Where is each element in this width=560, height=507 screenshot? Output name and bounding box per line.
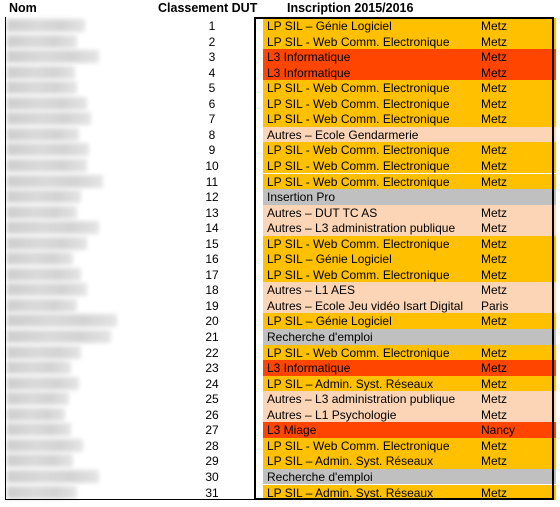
name-cell-redacted xyxy=(7,392,69,405)
table-header xyxy=(0,0,560,18)
city-label: Metz xyxy=(481,174,508,189)
name-cell-redacted xyxy=(7,190,81,203)
rank-cell: 23 xyxy=(205,361,219,376)
rank-cell: 8 xyxy=(208,127,216,142)
program-label: L3 Informatique xyxy=(267,50,351,65)
city-label: Metz xyxy=(481,314,508,329)
inscription-cell xyxy=(263,80,556,96)
rank-cell: 26 xyxy=(205,407,219,422)
rank-cell: 7 xyxy=(208,112,216,127)
name-cell-redacted xyxy=(7,439,83,452)
table-row xyxy=(7,298,556,314)
inscription-cell xyxy=(263,111,556,127)
city-label: Metz xyxy=(481,205,508,220)
table-row xyxy=(7,485,556,501)
city-label: Metz xyxy=(481,345,508,360)
name-cell-redacted xyxy=(7,128,79,141)
rank-cell: 3 xyxy=(208,50,216,65)
city-label: Metz xyxy=(481,236,508,251)
inscription-cell xyxy=(263,282,556,298)
name-cell-redacted xyxy=(7,283,87,296)
table-row xyxy=(7,251,556,267)
rank-cell: 5 xyxy=(208,81,216,96)
program-label: LP SIL - Web Comm. Electronique xyxy=(267,96,450,111)
program-label: LP SIL – Admin. Syst. Réseaux xyxy=(267,485,434,500)
inscription-cell xyxy=(263,158,556,174)
program-label: LP SIL - Web Comm. Electronique xyxy=(267,34,450,49)
city-label: Metz xyxy=(481,96,508,111)
rank-cell: 21 xyxy=(205,330,219,344)
inscription-cell xyxy=(263,236,556,252)
table-row xyxy=(7,34,556,50)
inscription-cell xyxy=(263,313,556,329)
name-cell-redacted xyxy=(7,299,77,312)
table-row xyxy=(7,236,556,252)
rank-cell: 13 xyxy=(205,205,219,220)
city-label: Metz xyxy=(481,454,508,469)
table-row xyxy=(7,142,556,158)
name-cell-redacted xyxy=(7,175,103,188)
rank-cell: 19 xyxy=(205,298,219,313)
name-cell-redacted xyxy=(7,206,77,219)
inscription-cell xyxy=(263,345,556,361)
rank-cell: 31 xyxy=(205,485,219,500)
name-cell-redacted xyxy=(7,454,73,467)
rank-cell: 28 xyxy=(205,438,219,453)
city-label: Metz xyxy=(481,50,508,65)
city-label: Metz xyxy=(481,407,508,422)
table-left-border xyxy=(5,17,7,500)
program-label: LP SIL - Web Comm. Electronique xyxy=(267,236,450,251)
name-cell-redacted xyxy=(7,361,71,374)
inscription-cell xyxy=(263,142,556,158)
name-cell-redacted xyxy=(7,268,81,281)
name-cell-redacted xyxy=(7,81,77,94)
city-label: Nancy xyxy=(481,423,516,438)
name-cell-redacted xyxy=(7,19,85,32)
name-cell-redacted xyxy=(7,97,87,110)
inscription-cell xyxy=(263,220,556,236)
inscription-cell xyxy=(263,49,556,65)
rank-cell: 16 xyxy=(205,252,219,267)
table-row xyxy=(7,391,556,407)
name-cell-redacted xyxy=(7,143,89,156)
rank-cell: 4 xyxy=(208,65,216,80)
name-cell-redacted xyxy=(7,423,71,436)
name-cell-redacted xyxy=(7,66,75,79)
inscription-cell xyxy=(263,376,556,392)
rank-cell: 24 xyxy=(205,376,219,391)
rank-cell: 11 xyxy=(205,174,219,189)
name-cell-redacted xyxy=(7,159,87,172)
program-label: LP SIL - Web Comm. Electronique xyxy=(267,143,450,158)
city-label: Metz xyxy=(481,81,508,96)
name-cell-redacted xyxy=(7,346,81,359)
city-label: Metz xyxy=(481,19,508,33)
table-bottom-border xyxy=(5,499,255,500)
table-row xyxy=(7,267,556,283)
city-label: Metz xyxy=(481,112,508,127)
program-label: LP SIL - Web Comm. Electronique xyxy=(267,438,450,453)
inscription-cell xyxy=(263,127,556,143)
table-row xyxy=(7,438,556,454)
program-label: Autres – L3 administration publique xyxy=(267,221,456,236)
name-cell-redacted xyxy=(7,314,117,327)
inscription-cell xyxy=(263,407,556,423)
name-cell-redacted xyxy=(7,221,99,234)
inscription-cell xyxy=(263,438,556,454)
name-cell-redacted xyxy=(7,470,99,483)
inscription-cell xyxy=(263,65,556,81)
name-cell-redacted xyxy=(7,252,73,265)
table-row xyxy=(7,376,556,392)
program-label: Recherche d'emploi xyxy=(267,330,373,344)
table-row xyxy=(7,422,556,438)
header-name: Nom xyxy=(9,1,37,15)
table-row xyxy=(7,469,556,485)
name-cell-redacted xyxy=(7,50,99,63)
rank-cell: 20 xyxy=(205,314,219,329)
table-row xyxy=(7,220,556,236)
rank-cell: 30 xyxy=(205,469,219,484)
program-label: LP SIL - Web Comm. Electronique xyxy=(267,112,450,127)
city-label: Metz xyxy=(481,158,508,173)
program-label: LP SIL – Génie Logiciel xyxy=(267,314,392,329)
rank-cell: 10 xyxy=(205,158,219,173)
program-label: LP SIL - Web Comm. Electronique xyxy=(267,174,450,189)
table-row xyxy=(7,158,556,174)
inscription-cell xyxy=(263,298,556,314)
program-label: Autres – L1 Psychologie xyxy=(267,407,397,422)
inscription-cell xyxy=(263,391,556,407)
table-row xyxy=(7,329,556,345)
inscription-cell xyxy=(263,34,556,50)
inscription-cell xyxy=(263,205,556,221)
table-row xyxy=(7,407,556,423)
rank-cell: 1 xyxy=(208,19,216,33)
city-label: Metz xyxy=(481,221,508,236)
city-label: Metz xyxy=(481,267,508,282)
program-label: Autres – L1 AES xyxy=(267,283,356,298)
inscription-cell xyxy=(263,174,556,190)
rank-cell: 25 xyxy=(205,392,219,407)
rank-cell: 6 xyxy=(208,96,216,111)
name-cell-redacted xyxy=(7,330,111,343)
rank-cell: 14 xyxy=(205,221,219,236)
table-row xyxy=(7,96,556,112)
name-cell-redacted xyxy=(7,112,91,125)
program-label: LP SIL – Génie Logiciel xyxy=(267,252,392,267)
program-label: LP SIL - Web Comm. Electronique xyxy=(267,267,450,282)
city-label: Metz xyxy=(481,392,508,407)
inscription-cell xyxy=(263,329,556,345)
name-cell-redacted xyxy=(7,237,87,250)
table-row xyxy=(7,65,556,81)
table-row xyxy=(7,453,556,469)
program-label: L3 Miage xyxy=(267,423,317,438)
inscription-cell xyxy=(263,360,556,376)
table-row xyxy=(7,189,556,205)
rank-cell: 29 xyxy=(205,454,219,469)
program-label: Recherche d'emploi xyxy=(267,469,373,484)
rank-cell: 12 xyxy=(205,190,219,205)
city-label: Paris xyxy=(481,298,509,313)
program-label: LP SIL – Génie Logiciel xyxy=(267,19,392,33)
results-table xyxy=(7,18,556,500)
city-label: Metz xyxy=(481,361,508,376)
table-row xyxy=(7,127,556,143)
program-label: LP SIL - Web Comm. Electronique xyxy=(267,158,450,173)
inscription-cell xyxy=(263,267,556,283)
program-label: LP SIL – Admin. Syst. Réseaux xyxy=(267,454,434,469)
inscription-cell xyxy=(263,485,556,501)
rank-cell: 17 xyxy=(205,267,219,282)
program-label: LP SIL - Web Comm. Electronique xyxy=(267,345,450,360)
name-cell-redacted xyxy=(7,486,77,499)
table-row xyxy=(7,80,556,96)
city-label: Metz xyxy=(481,283,508,298)
city-label: Metz xyxy=(481,438,508,453)
table-row xyxy=(7,18,556,34)
city-label: Metz xyxy=(481,485,508,500)
city-label: Metz xyxy=(481,34,508,49)
rank-cell: 18 xyxy=(205,283,219,298)
rank-cell: 27 xyxy=(205,423,219,438)
inscription-cell xyxy=(263,18,556,34)
rank-cell: 15 xyxy=(205,236,219,251)
inscription-cell xyxy=(263,469,556,485)
city-label: Metz xyxy=(481,65,508,80)
name-cell-redacted xyxy=(7,408,65,421)
rank-cell: 2 xyxy=(208,34,216,49)
name-cell-redacted xyxy=(7,377,79,390)
table-row xyxy=(7,313,556,329)
program-label: L3 Informatique xyxy=(267,361,351,376)
program-label: Autres – L3 administration publique xyxy=(267,392,456,407)
inscription-cell xyxy=(263,251,556,267)
program-label: LP SIL - Web Comm. Electronique xyxy=(267,81,450,96)
table-row xyxy=(7,174,556,190)
city-label: Metz xyxy=(481,376,508,391)
program-label: Autres – Ecole Gendarmerie xyxy=(267,127,419,142)
rank-cell: 9 xyxy=(208,143,216,158)
table-row xyxy=(7,111,556,127)
program-label: Insertion Pro xyxy=(267,190,336,205)
inscription-cell xyxy=(263,189,556,205)
program-label: Autres – DUT TC AS xyxy=(267,205,378,220)
table-row xyxy=(7,360,556,376)
program-label: L3 Informatique xyxy=(267,65,351,80)
program-label: Autres – Ecole Jeu vidéo Isart Digital xyxy=(267,298,464,313)
name-cell-redacted xyxy=(7,35,77,48)
header-inscription: Inscription 2015/2016 xyxy=(287,1,414,15)
table-row xyxy=(7,205,556,221)
city-label: Metz xyxy=(481,252,508,267)
inscription-cell xyxy=(263,422,556,438)
program-label: LP SIL – Admin. Syst. Réseaux xyxy=(267,376,434,391)
rank-cell: 22 xyxy=(205,345,219,360)
city-label: Metz xyxy=(481,143,508,158)
table-row xyxy=(7,345,556,361)
inscription-cell xyxy=(263,453,556,469)
header-rank: Classement DUT xyxy=(158,1,258,15)
table-row xyxy=(7,282,556,298)
table-row xyxy=(7,49,556,65)
inscription-cell xyxy=(263,96,556,112)
